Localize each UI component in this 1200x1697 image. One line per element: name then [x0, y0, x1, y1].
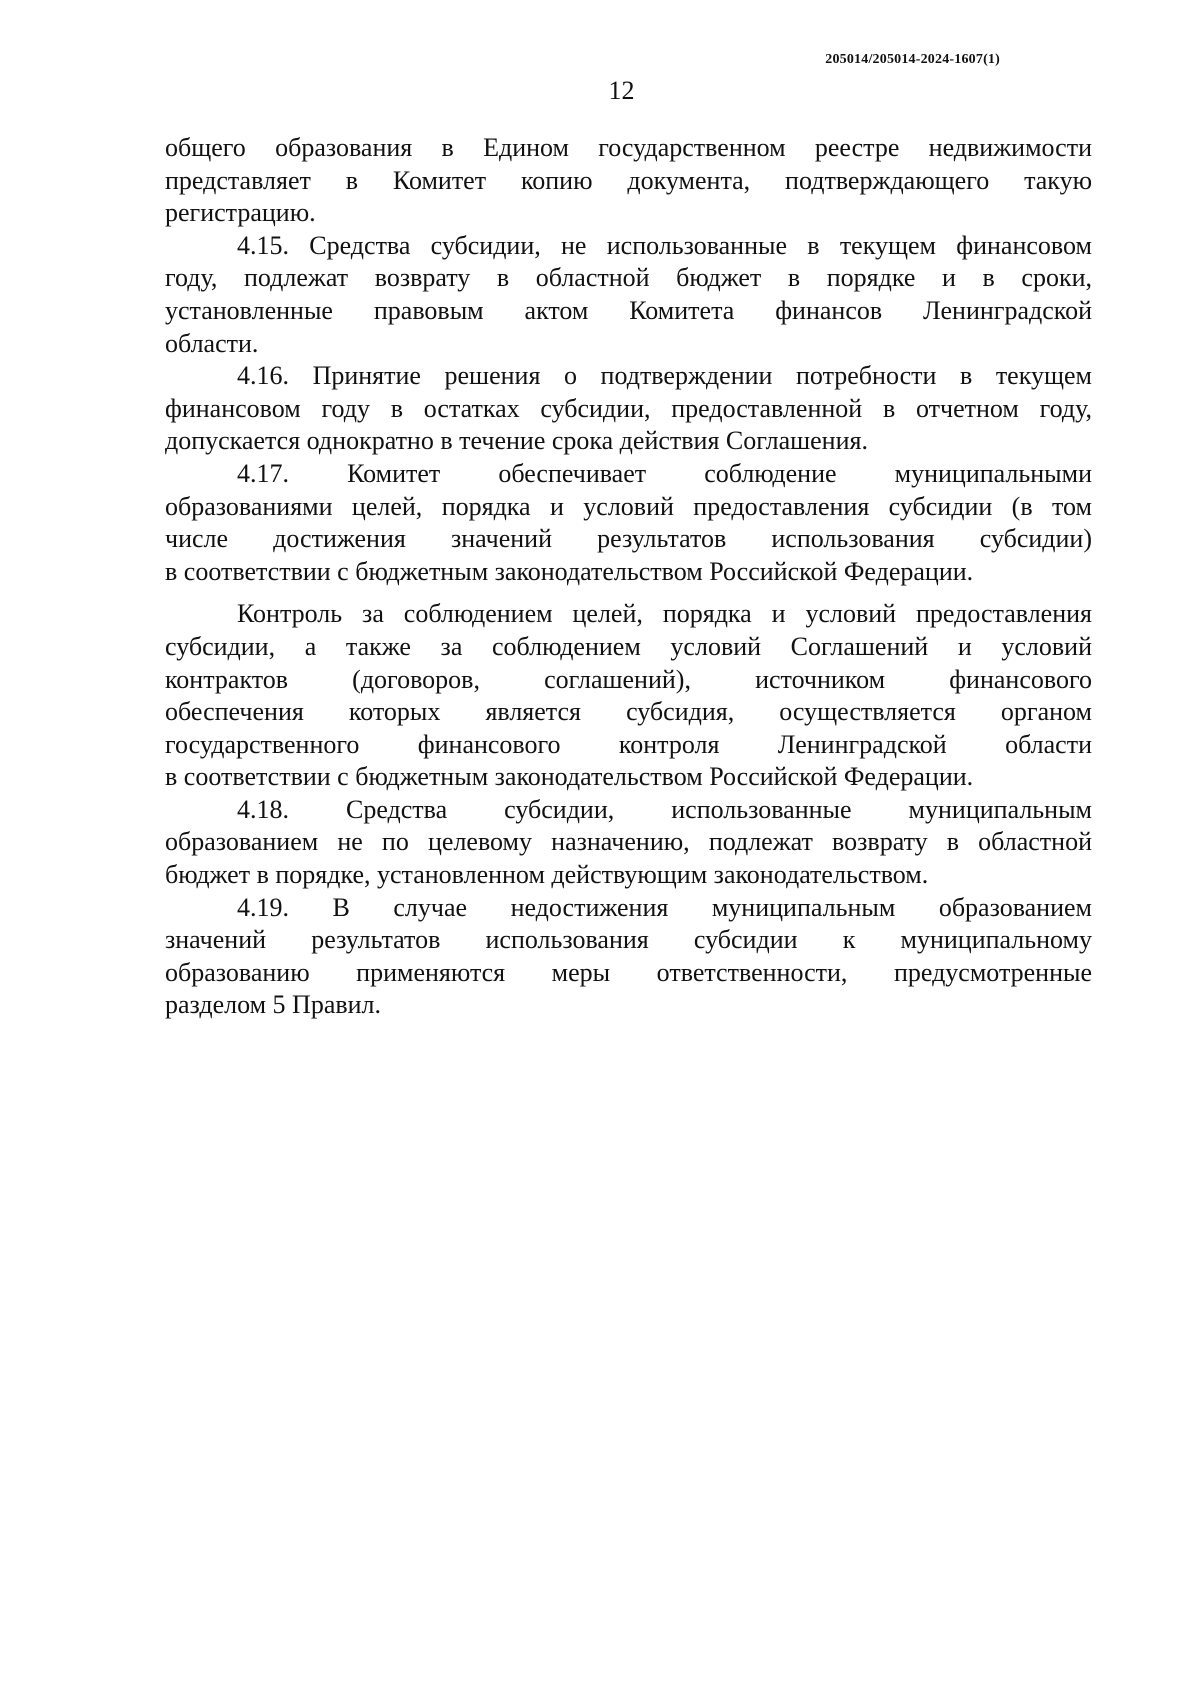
clause-4-17-line: образованиями целей, порядка и условий предоставления субсидии (в том: [165, 491, 1092, 521]
clause-4-17-line: 4.17. Комитет обеспечивает соблюдение муниципальными: [237, 458, 1092, 488]
paragraph-continuation-line: регистрацию.: [165, 198, 316, 228]
control-paragraph-line: Контроль за соблюдением целей, порядка и условий предоставления: [237, 599, 1092, 629]
clause-4-17-line: в соответствии с бюджетным законодательством Российской Федерации.: [165, 556, 974, 586]
clause-4-15-line: области.: [165, 328, 259, 358]
paragraph-continuation-line: представляет в Комитет копию документа, подтверждающего такую: [165, 165, 1092, 195]
page-number: 12: [608, 76, 635, 105]
clause-4-19-line: 4.19. В случае недостижения муниципальным образованием: [237, 892, 1092, 922]
control-paragraph-line: субсидии, а также за соблюдением условий Соглашений и условий: [165, 631, 1092, 661]
document-registration-number: 205014/205014-2024-1607(1): [825, 52, 1000, 67]
control-paragraph-line: государственного финансового контроля Ленинградской области: [165, 729, 1092, 759]
clause-4-15-line: установленные правовым актом Комитета финансов Ленинградской: [165, 295, 1092, 325]
control-paragraph-line: обеспечения которых является субсидия, осуществляется органом: [165, 697, 1092, 727]
clause-4-17-line: числе достижения значений результатов использования субсидии): [165, 524, 1092, 554]
clause-4-15-line: году, подлежат возврату в областной бюджет в порядке и в сроки,: [165, 263, 1092, 293]
clause-4-19-line: значений результатов использования субсидии к муниципальному: [165, 925, 1092, 955]
control-paragraph-line: в соответствии с бюджетным законодательством Российской Федерации.: [165, 762, 974, 792]
clause-4-18-line: образованием не по целевому назначению, подлежат возврату в областной: [165, 827, 1092, 857]
clause-4-19-line: образованию применяются меры ответственности, предусмотренные: [165, 957, 1092, 987]
clause-4-16-line: финансовом году в остатках субсидии, предоставленной в отчетном году,: [165, 393, 1092, 423]
control-paragraph-line: контрактов (договоров, соглашений), источником финансового: [165, 664, 1092, 694]
clause-4-16-line: 4.16. Принятие решения о подтверждении потребности в текущем: [237, 361, 1092, 391]
document-body: [165, 132, 1092, 1022]
paragraph-continuation-line: общего образования в Едином государственном реестре недвижимости: [165, 133, 1092, 162]
clause-4-16-line: допускается однократно в течение срока действия Соглашения.: [165, 426, 868, 456]
clause-4-18-line: бюджет в порядке, установленном действующим законодательством.: [165, 860, 929, 890]
clause-4-15-line: 4.15. Средства субсидии, не использованные в текущем финансовом: [237, 230, 1092, 260]
clause-4-19-line: разделом 5 Правил.: [165, 990, 382, 1020]
clause-4-18-line: 4.18. Средства субсидии, использованные муниципальным: [237, 794, 1092, 824]
